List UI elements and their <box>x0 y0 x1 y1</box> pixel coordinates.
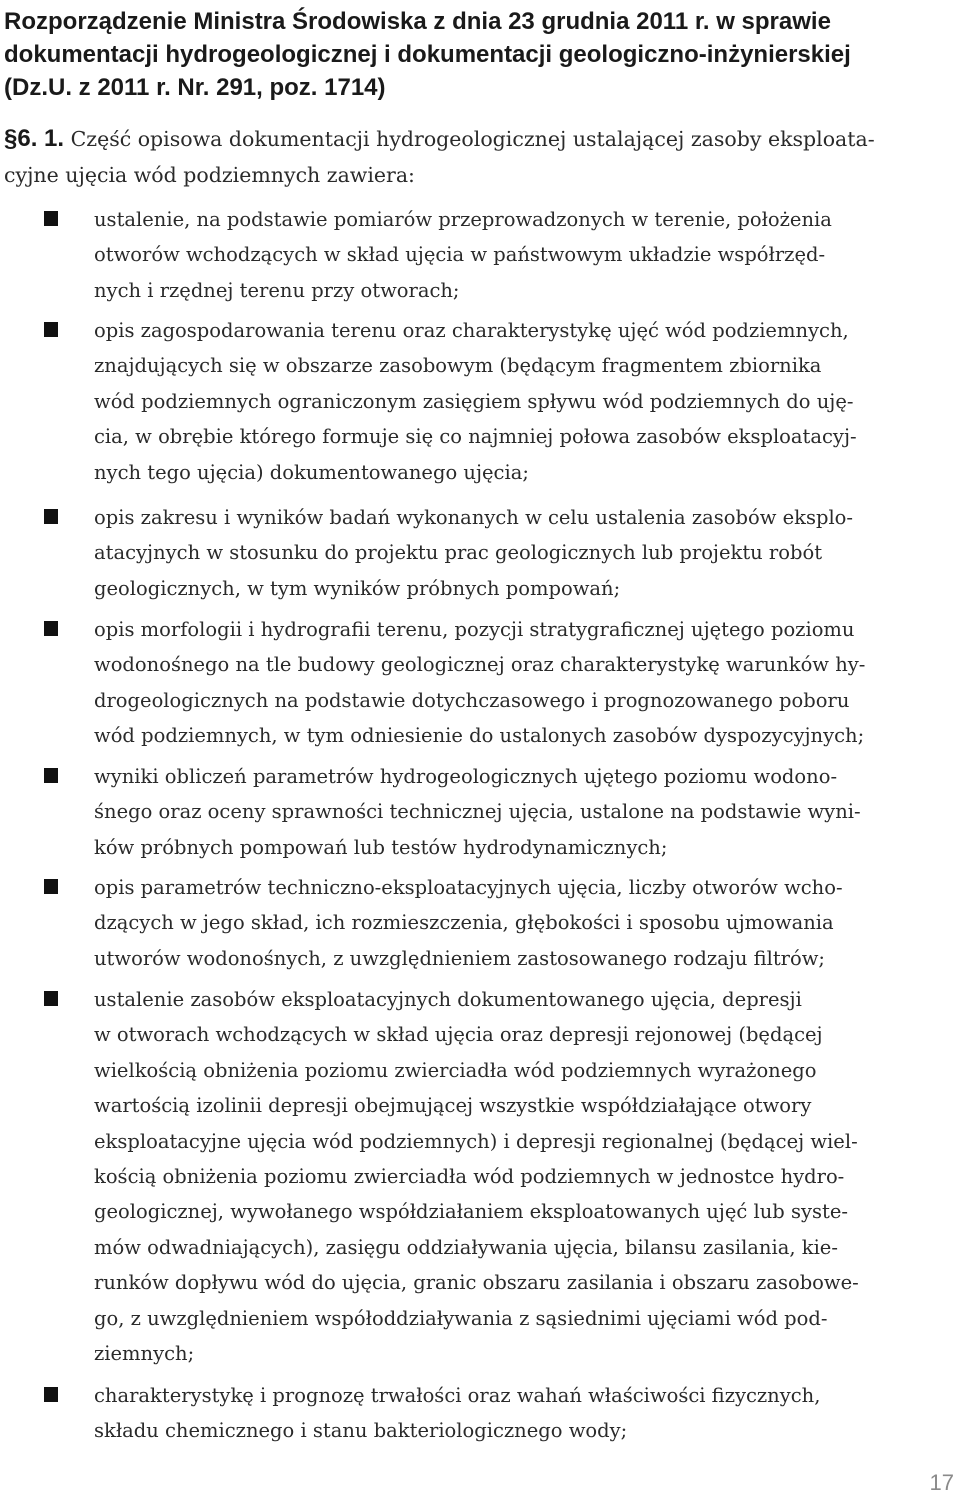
list-item-line: geologicznej, wywołanego współdziałaniem eksploatowanych ujęć lub syste- <box>94 1200 848 1224</box>
title-line: dokumentacji hydrogeologicznej i dokumentacji geologiczno-inżynierskiej <box>4 41 851 68</box>
list-item-line: utworów wodonośnych, z uwzględnieniem zastosowanego rodzaju filtrów; <box>94 946 826 970</box>
list-item-line: ziemnych; <box>94 1342 195 1366</box>
list-item-line: w otworach wchodzących w skład ujęcia oraz depresji rejonowej (będącej <box>94 1023 823 1047</box>
list-item-line: mów odwadniających), zasięgu oddziaływania ujęcia, bilansu zasilania, kie- <box>94 1235 838 1259</box>
list-item-line: wielkością obniżenia poziomu zwierciadła wód podziemnych wyrażonego <box>94 1058 817 1082</box>
intro-line: cyjne ujęcia wód podziemnych zawiera: <box>4 163 415 187</box>
list-item-line: eksploatacyjne ujęcia wód podziemnych) i depresji regionalnej (będącej wiel- <box>94 1129 858 1153</box>
list-item-line: geologicznych, w tym wyników próbnych pompowań; <box>94 576 621 600</box>
title-line: (Dz.U. z 2011 r. Nr. 291, poz. 1714) <box>4 74 386 101</box>
list-item-line: ków próbnych pompowań lub testów hydrodynamicznych; <box>94 835 668 859</box>
list-item-text <box>94 870 954 976</box>
list-item-text <box>94 1378 954 1449</box>
list-item-line: wód podziemnych, w tym odniesienie do ustalonych zasobów dyspozycyjnych; <box>94 724 865 748</box>
list-item-text <box>94 982 954 1371</box>
list-item-line: opis morfologii i hydrografii terenu, pozycji stratygraficznej ujętego poziomu <box>94 618 855 641</box>
list-item-text <box>94 202 954 308</box>
list-item-text <box>94 500 954 606</box>
list-item-text <box>94 313 954 490</box>
square-bullet-icon <box>44 768 58 783</box>
square-bullet-icon <box>44 1387 58 1402</box>
list-item-line: wartością izolinii depresji obejmującej wszystkie współdziałające otwory <box>94 1094 812 1118</box>
square-bullet-icon <box>44 509 58 524</box>
square-bullet-icon <box>44 991 58 1006</box>
page-number: 17 <box>929 1470 954 1495</box>
list-item-line: kością obniżenia poziomu zwierciadła wód podziemnych w jednostce hydro- <box>94 1165 845 1189</box>
list-item-line: wodonośnego na tle budowy geologicznej oraz charakterystykę warunków hy- <box>94 653 866 677</box>
list-item-line: ustalenie, na podstawie pomiarów przeprowadzonych w terenie, położenia <box>94 208 832 231</box>
square-bullet-icon <box>44 211 58 226</box>
list-item-line: wód podziemnych ograniczonym zasięgiem spływu wód podziemnych do uję- <box>94 389 854 413</box>
list-item-text <box>94 759 954 865</box>
list-item-line: runków dopływu wód do ujęcia, granic obszaru zasilania i obszaru zasobowe- <box>94 1271 859 1295</box>
list-item-line: znajdujących się w obszarze zasobowym (będącym fragmentem zbiornika <box>94 354 822 378</box>
list-item-line: śnego oraz oceny sprawności technicznej ujęcia, ustalone na podstawie wyni- <box>94 800 861 824</box>
list-item-line: nych tego ujęcia) dokumentowanego ujęcia; <box>94 460 529 484</box>
section-number: §6. 1. <box>4 125 65 152</box>
square-bullet-icon <box>44 621 58 636</box>
square-bullet-icon <box>44 879 58 894</box>
list-item-line: cia, w obrębie którego formuje się co najmniej połowa zasobów eksploatacyj- <box>94 425 857 449</box>
list-item-line: nych i rzędnej terenu przy otworach; <box>94 278 460 302</box>
list-item-line: opis zagospodarowania terenu oraz charakterystykę ujęć wód podziemnych, <box>94 319 849 342</box>
list-item-line: dzących w jego skład, ich rozmieszczenia, głębokości i sposobu ujmowania <box>94 911 834 935</box>
list-item-line: wyniki obliczeń parametrów hydrogeologicznych ujętego poziomu wodono- <box>94 765 838 788</box>
list-item-line: opis zakresu i wyników badań wykonanych w celu ustalenia zasobów eksplo- <box>94 506 854 529</box>
list-item-line: składu chemicznego i stanu bakteriologicznego wody; <box>94 1419 628 1443</box>
square-bullet-icon <box>44 322 58 337</box>
title-line: Rozporządzenie Ministra Środowiska z dnia 23 grudnia 2011 r. w sprawie <box>4 8 831 35</box>
list-item-line: ustalenie zasobów eksploatacyjnych dokumentowanego ujęcia, depresji <box>94 988 802 1011</box>
list-item-line: opis parametrów techniczno-eksploatacyjnych ujęcia, liczby otworów wcho- <box>94 876 843 899</box>
list-item-line: drogeologicznych na podstawie dotychczasowego i prognozowanego poboru <box>94 688 850 712</box>
intro-text: Część opisowa dokumentacji hydrogeologicznej ustalającej zasoby eksploata- <box>70 127 875 151</box>
list-item-text <box>94 612 954 754</box>
list-item-line: charakterystykę i prognozę trwałości oraz wahań właściwości fizycznych, <box>94 1384 821 1407</box>
list-item-line: go, z uwzględnieniem współoddziaływania z sąsiednimi ujęciami wód pod- <box>94 1306 828 1330</box>
list-item-line: atacyjnych w stosunku do projektu prac geologicznych lub projektu robót <box>94 541 823 565</box>
list-item-line: otworów wchodzących w skład ujęcia w państwowym układzie współrzęd- <box>94 243 826 267</box>
